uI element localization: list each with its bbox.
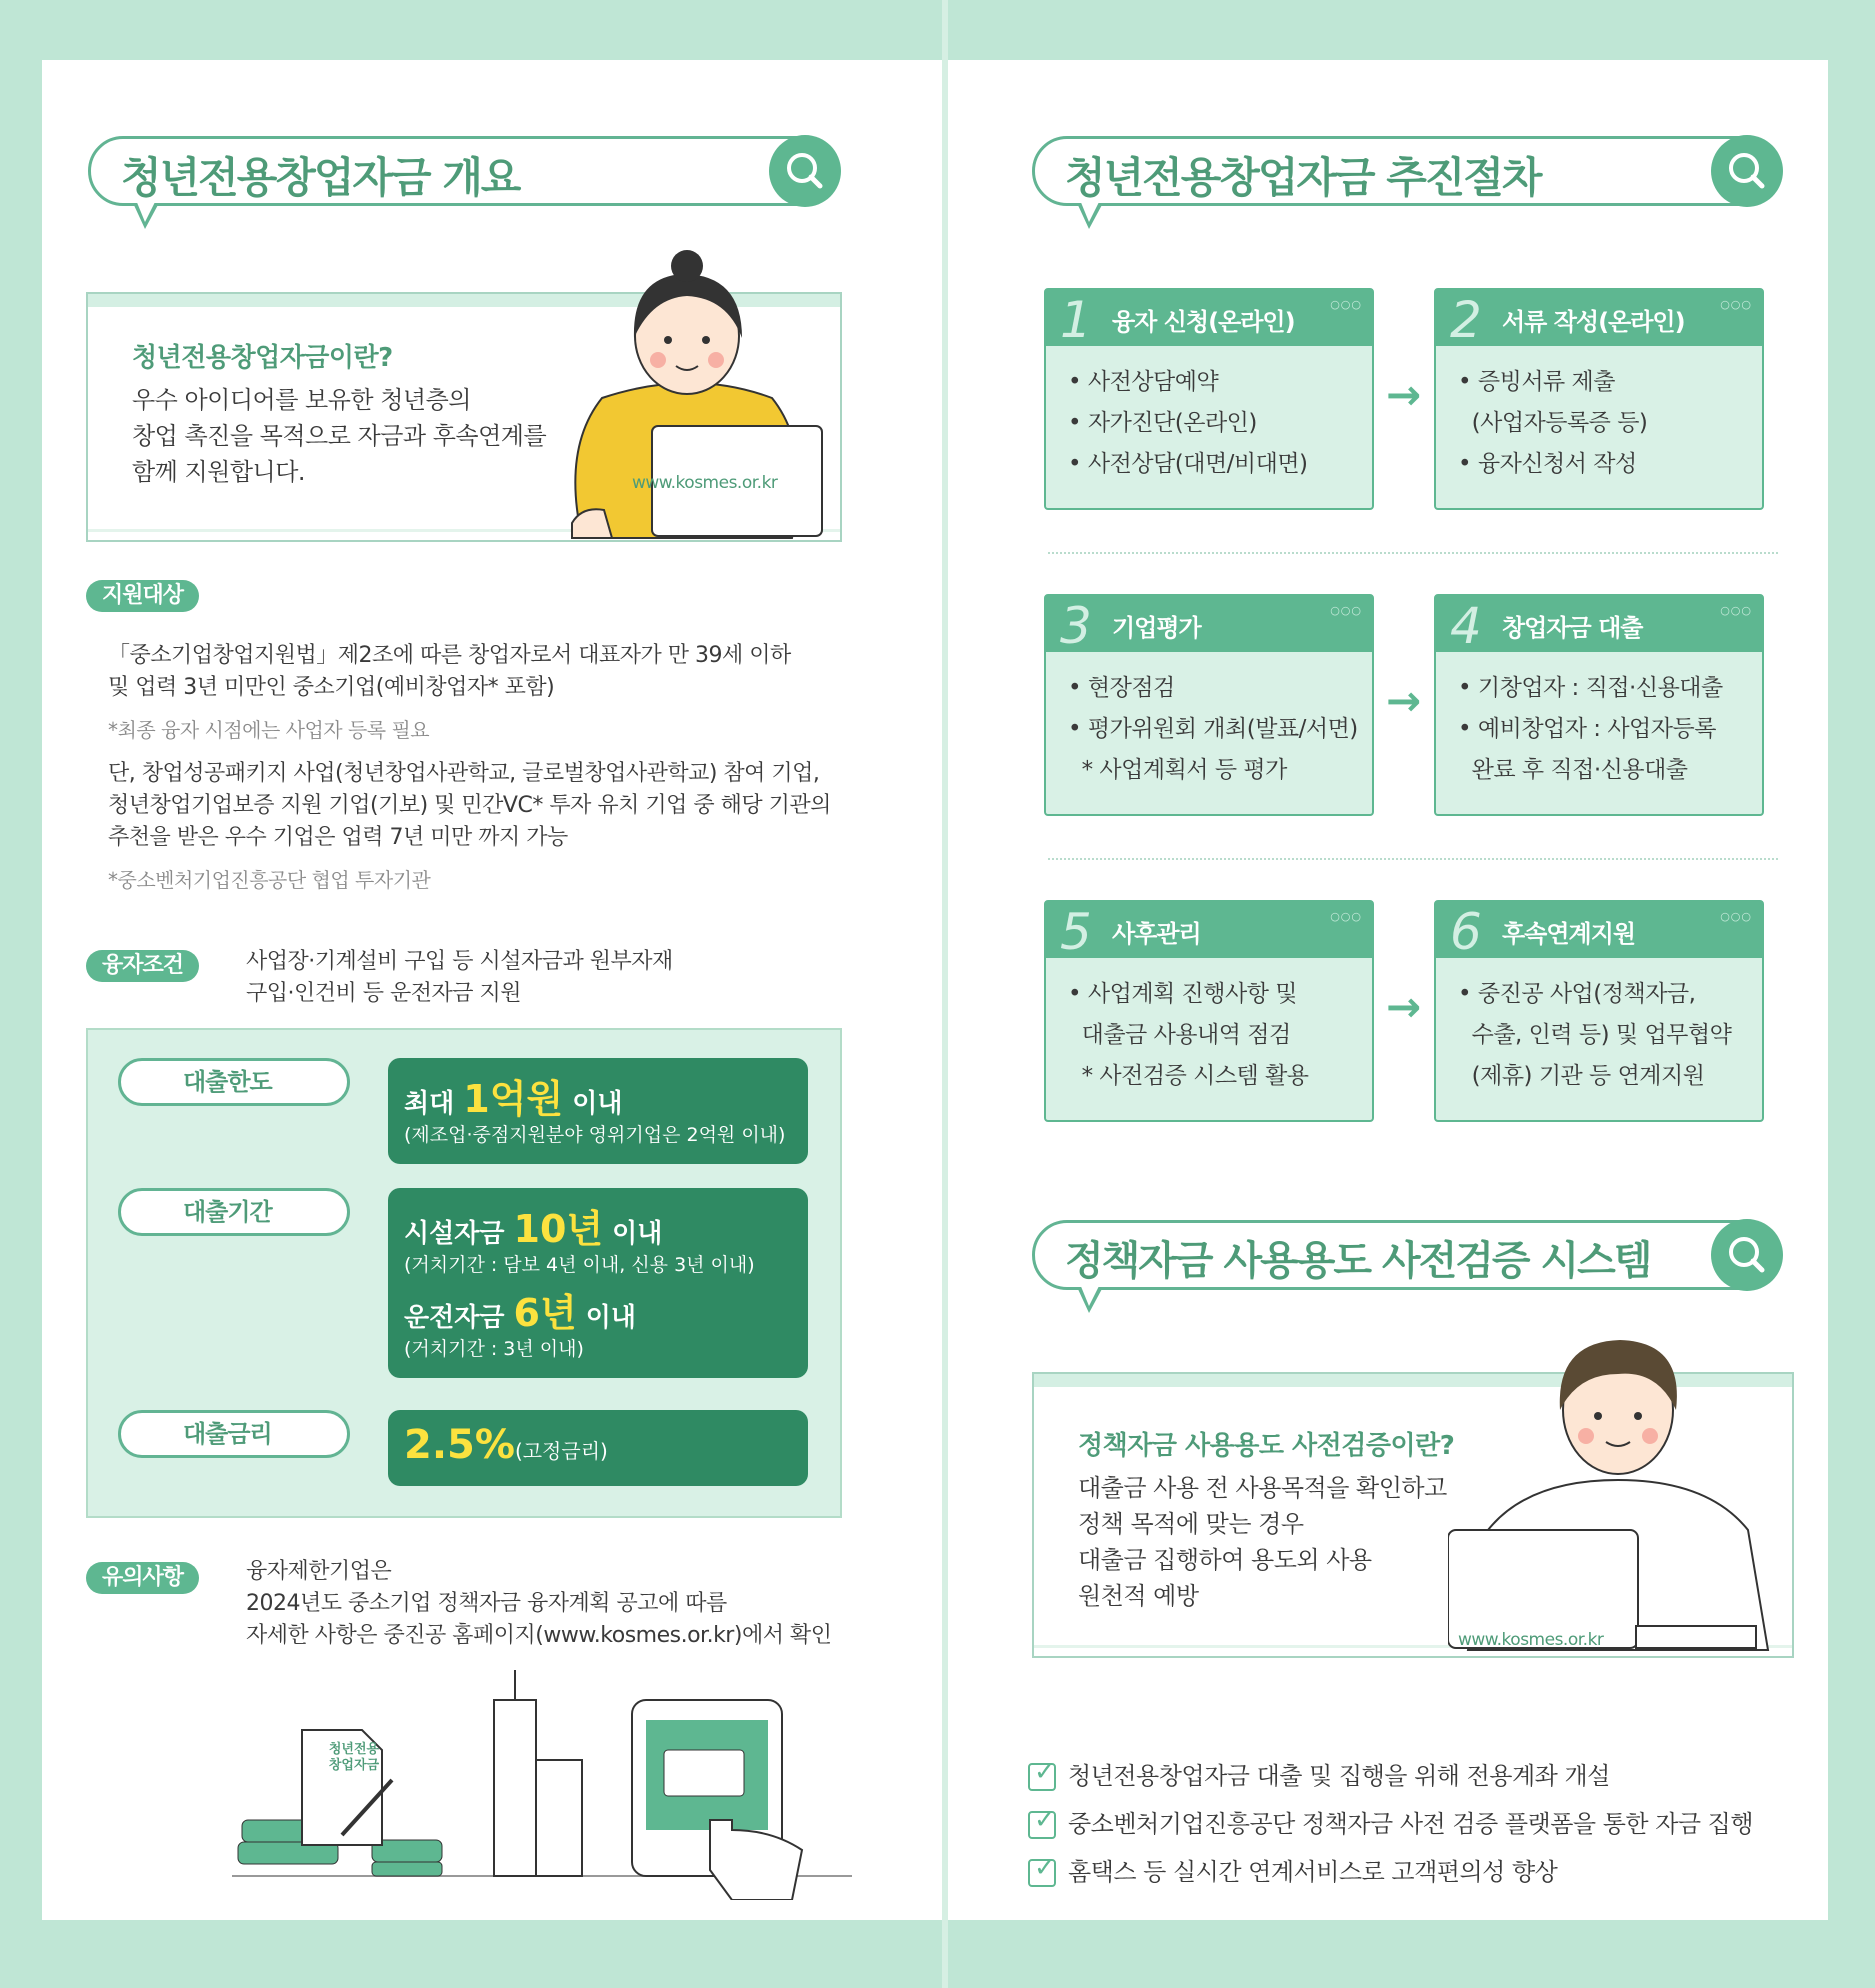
caution-line-3: 자세한 사항은 중진공 홈페이지(www.kosmes.or.kr)에서 확인 [246, 1623, 832, 1648]
step-line: (사업자등록증 등) [1458, 410, 1648, 436]
step-header [1436, 902, 1762, 961]
verify-url: www.kosmes.or.kr [1458, 1630, 1604, 1650]
target-text-3: 단, 창업성공패키지 사업(청년창업사관학교, 글로벌창업사관학교) 참여 기업, [108, 761, 820, 786]
terms-line-2: 구입·인건비 등 운전자금 지원 [246, 981, 521, 1006]
search-icon [1711, 135, 1783, 207]
step-line: • 융자신청서 작성 [1458, 451, 1637, 477]
limit-amount: 1억원 [463, 1077, 564, 1121]
limit-sub: (제조업·중점지원분야 영위기업은 2억원 이내) [404, 1124, 786, 1146]
step-line: • 증빙서류 제출 [1458, 369, 1615, 395]
right-panel [948, 60, 1828, 1920]
step-body [1458, 362, 1647, 485]
step-card-5 [1044, 900, 1374, 1122]
step-number: 6 [1450, 903, 1482, 961]
target-text-4: 청년창업기업보증 지원 기업(기보) 및 민간VC* 투자 유치 기업 중 해당 기관의 [108, 793, 831, 818]
step-card-1 [1044, 288, 1374, 510]
period-box: 시설자금 10년 이내 (거치기간 : 담보 4년 이내, 신용 3년 이내) 운전자금 6년 이내 (거치기간 : 3년 이내) [388, 1188, 808, 1378]
verify-heading: 정책자금 사용용도 사전검증이란? [1078, 1431, 1455, 1461]
window-dots-icon: ○○○ [1330, 298, 1362, 311]
step-body [1068, 362, 1308, 485]
caution-line-1: 융자제한기업은 [246, 1559, 392, 1584]
target-text-1: 「중소기업창업지원법」제2조에 따른 창업자로서 대표자가 만 39세 이하 [108, 643, 791, 668]
period-pill [118, 1188, 350, 1236]
step-line: • 사전상담(대면/비대면) [1068, 451, 1308, 477]
step-card-2 [1434, 288, 1764, 510]
limit-pill [118, 1058, 350, 1106]
window-dots-icon: ○○○ [1330, 910, 1362, 923]
rate-pill [118, 1410, 350, 1458]
check-item: ✓ 청년전용창업자금 대출 및 집행을 위해 전용계좌 개설 [1028, 1756, 1610, 1791]
step-number: 5 [1060, 903, 1092, 961]
illust-doc-label: 청년전용 창업자금 [328, 1742, 380, 1773]
step-number: 1 [1060, 291, 1092, 349]
step-line: • 현장점검 [1068, 675, 1175, 701]
target-note-2: *중소벤처기업진흥공단 협업 투자기관 [108, 868, 431, 892]
arrow-right-icon: → [1386, 370, 1422, 419]
checkbox-icon: ✓ [1028, 1763, 1056, 1791]
step-card-6 [1434, 900, 1764, 1122]
left-panel [42, 60, 942, 1920]
step-title: 창업자금 대출 [1502, 614, 1643, 642]
step-number: 4 [1450, 597, 1482, 655]
step-header [1046, 902, 1372, 961]
step-header [1436, 596, 1762, 655]
rate-label: 대출금리 [183, 1420, 272, 1448]
bubble-tail [1077, 1287, 1103, 1313]
period-facility: 10년 [513, 1207, 604, 1251]
city-finance-illustration [232, 1670, 852, 1900]
terms-line-1: 사업장·기계설비 구입 등 시설자금과 원부자재 [246, 949, 673, 974]
intro-heading: 청년전용창업자금이란? [132, 343, 393, 373]
step-line: 완료 후 직접·신용대출 [1458, 757, 1688, 783]
section-title: 청년전용창업자금 개요 [121, 153, 520, 202]
step-line: * 사업계획서 등 평가 [1068, 757, 1287, 783]
caution-line-2: 2024년도 중소기업 정책자금 융자계획 공고에 따름 [246, 1591, 727, 1616]
step-title: 융자 신청(온라인) [1112, 308, 1295, 336]
verify-line-4: 원천적 예방 [1078, 1582, 1199, 1610]
target-text-5: 추천을 받은 우수 기업은 업력 7년 미만 까지 가능 [108, 825, 568, 850]
rate-box: 2.5%(고정금리) [388, 1410, 808, 1486]
limit-box: 최대 1억원 이내 (제조업·중점지원분야 영위기업은 2억원 이내) [388, 1058, 808, 1164]
step-body [1458, 668, 1723, 791]
step-line: 수출, 인력 등) 및 업무협약 [1458, 1022, 1732, 1048]
arrow-right-icon: → [1386, 982, 1422, 1031]
step-line: 대출금 사용내역 점검 [1068, 1022, 1291, 1048]
window-dots-icon: ○○○ [1720, 910, 1752, 923]
target-note-1: *최종 융자 시점에는 사업자 등록 필요 [108, 718, 430, 742]
intro-line-3: 함께 지원합니다. [132, 458, 306, 486]
rate-value: 2.5% [404, 1422, 515, 1468]
step-body [1068, 668, 1358, 791]
intro-line-1: 우수 아이디어를 보유한 청년층의 [132, 386, 471, 414]
step-number: 2 [1450, 291, 1482, 349]
step-body [1458, 974, 1731, 1097]
period-operating: 6년 [513, 1291, 577, 1335]
intro-line-2: 창업 촉진을 목적으로 자금과 후속연계를 [132, 422, 547, 450]
verify-line-2: 정책 목적에 맞는 경우 [1078, 1510, 1304, 1538]
checkbox-icon: ✓ [1028, 1811, 1056, 1839]
check-item: ✓ 중소벤처기업진흥공단 정책자금 사전 검증 플랫폼을 통한 자금 집행 [1028, 1804, 1753, 1839]
search-icon [1711, 1219, 1783, 1291]
target-text-2: 및 업력 3년 미만인 중소기업(예비창업자* 포함) [108, 675, 555, 700]
step-card-4 [1434, 594, 1764, 816]
step-title: 기업평가 [1112, 614, 1201, 642]
process-title: 청년전용창업자금 추진절차 [1065, 153, 1541, 202]
period-facility-sub: (거치기간 : 담보 4년 이내, 신용 3년 이내) [404, 1254, 755, 1276]
divider [1048, 552, 1778, 554]
window-dots-icon: ○○○ [1720, 604, 1752, 617]
process-title-bubble [1032, 136, 1782, 206]
verify-title: 정책자금 사용용도 사전검증 시스템 [1065, 1238, 1651, 1284]
arrow-right-icon: → [1386, 676, 1422, 725]
step-line: • 기창업자 : 직접·신용대출 [1458, 675, 1723, 701]
man-laptop-illustration [1448, 1330, 1788, 1656]
step-line: • 중진공 사업(정책자금, [1458, 981, 1696, 1007]
search-icon [769, 135, 841, 207]
verify-line-1: 대출금 사용 전 사용목적을 확인하고 [1078, 1474, 1447, 1502]
check-item: ✓ 홈택스 등 실시간 연계서비스로 고객편의성 향상 [1028, 1852, 1557, 1887]
step-title: 사후관리 [1112, 920, 1201, 948]
verify-line-3: 대출금 집행하여 용도외 사용 [1078, 1546, 1372, 1574]
target-tag: 지원대상 [86, 580, 199, 612]
step-line: • 예비창업자 : 사업자등록 [1458, 716, 1716, 742]
checkbox-icon: ✓ [1028, 1859, 1056, 1887]
step-body [1068, 974, 1309, 1097]
loan-terms-box [86, 1028, 842, 1518]
divider [1048, 858, 1778, 860]
step-header [1436, 290, 1762, 349]
step-header [1046, 596, 1372, 655]
bubble-tail [133, 203, 159, 229]
step-line: • 평가위원회 개최(발표/서면) [1068, 716, 1358, 742]
step-line: (제휴) 기관 등 연계지원 [1458, 1063, 1705, 1089]
step-line: • 자가진단(온라인) [1068, 410, 1257, 436]
step-title: 서류 작성(온라인) [1502, 308, 1685, 336]
caution-tag: 유의사항 [86, 1562, 199, 1594]
woman-laptop-illustration [542, 248, 832, 548]
step-line: • 사전상담예약 [1068, 369, 1219, 395]
step-title: 후속연계지원 [1502, 920, 1636, 948]
step-card-3 [1044, 594, 1374, 816]
terms-tag: 융자조건 [86, 950, 199, 982]
section-title-bubble [88, 136, 840, 206]
period-label: 대출기간 [183, 1198, 272, 1226]
intro-url: www.kosmes.or.kr [632, 473, 778, 493]
limit-label: 대출한도 [183, 1068, 272, 1096]
period-operating-sub: (거치기간 : 3년 이내) [404, 1338, 584, 1360]
window-dots-icon: ○○○ [1720, 298, 1752, 311]
bubble-tail [1077, 203, 1103, 229]
step-header [1046, 290, 1372, 349]
window-dots-icon: ○○○ [1330, 604, 1362, 617]
verify-title-bubble [1032, 1220, 1782, 1290]
step-line: * 사전검증 시스템 활용 [1068, 1063, 1309, 1089]
step-number: 3 [1060, 597, 1092, 655]
step-line: • 사업계획 진행사항 및 [1068, 981, 1297, 1007]
